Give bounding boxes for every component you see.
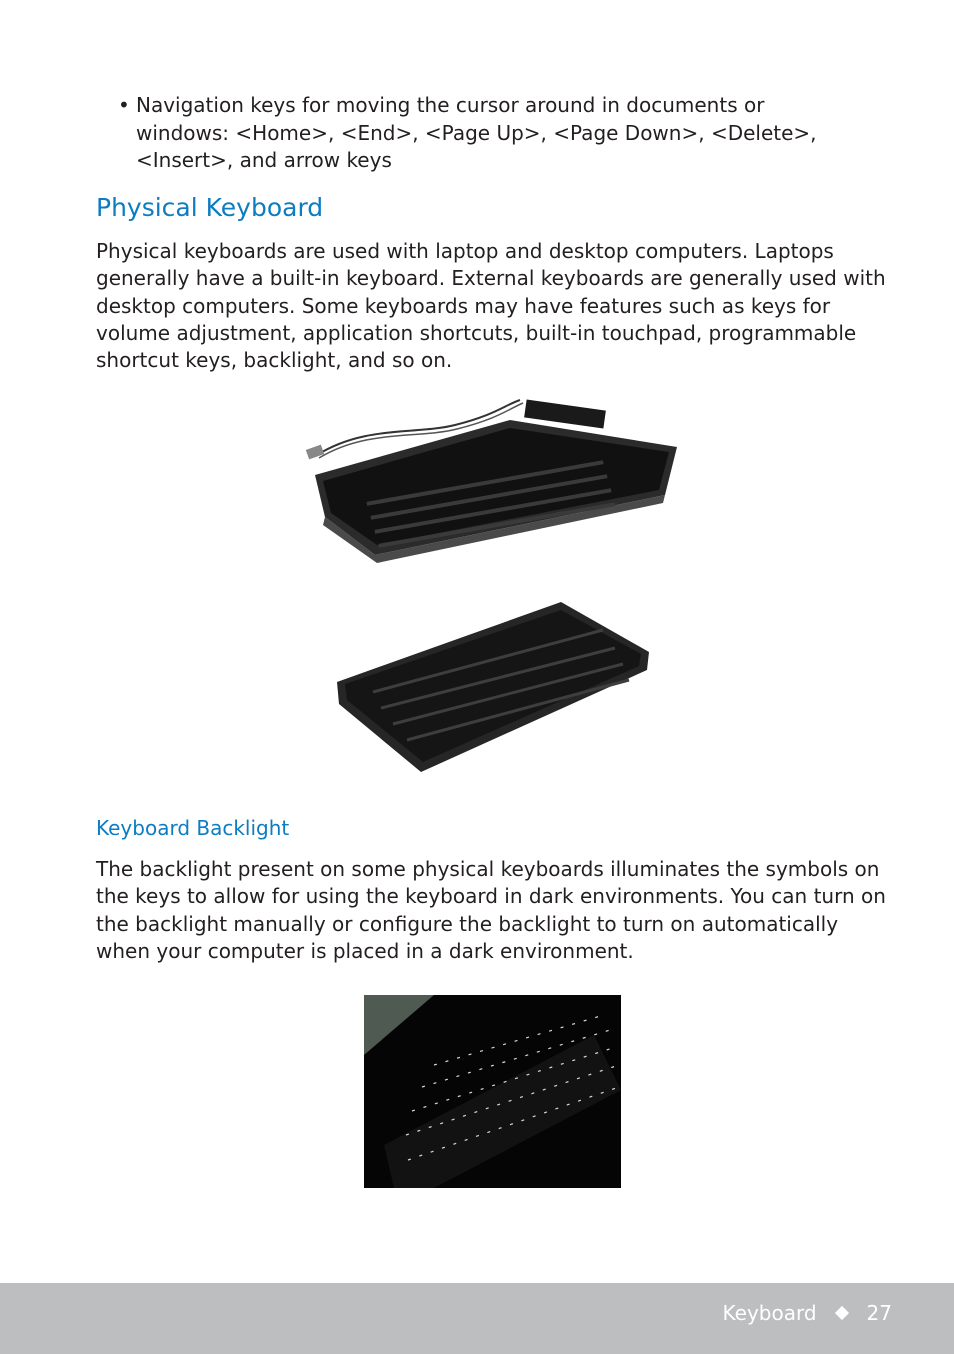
backlit-keyboard-image [364, 995, 621, 1188]
external-keyboard-image [305, 385, 680, 570]
section-paragraph: Physical keyboards are used with laptop and desktop computers. Laptops generally have a built-in keyboard. External keyboards are generally used with desktop computers. Some keyboards may have features such as keys for volume adjustment, application shortcuts, built-in touchpad, programmable shortcut keys, backlight, and so on. [96, 239, 886, 373]
section-heading: Physical Keyboard [96, 193, 324, 222]
subsection-heading: Keyboard Backlight [96, 816, 290, 840]
page-number: 27 [866, 1301, 892, 1325]
bullet-item-navigation-keys: • Navigation keys for moving the cursor around in documents or windows: <Home>, <End>, <Page Up>, <Page Down>, <Delete>, <Insert>, and arrow keys [118, 92, 838, 175]
footer-label [723, 1301, 892, 1325]
laptop-keyboard-image [333, 600, 653, 776]
subsection-paragraph: The backlight present on some physical keyboards illuminates the symbols on the keys to allow for using the keyboard in dark environments. You can turn on the backlight manually or configure the backlight to turn on automatically when your computer is placed in a dark environment. [96, 857, 886, 963]
chapter-name: Keyboard [722, 1301, 817, 1325]
diamond-icon [834, 1306, 848, 1320]
page-footer [0, 1283, 954, 1354]
bullet-list [118, 92, 838, 175]
